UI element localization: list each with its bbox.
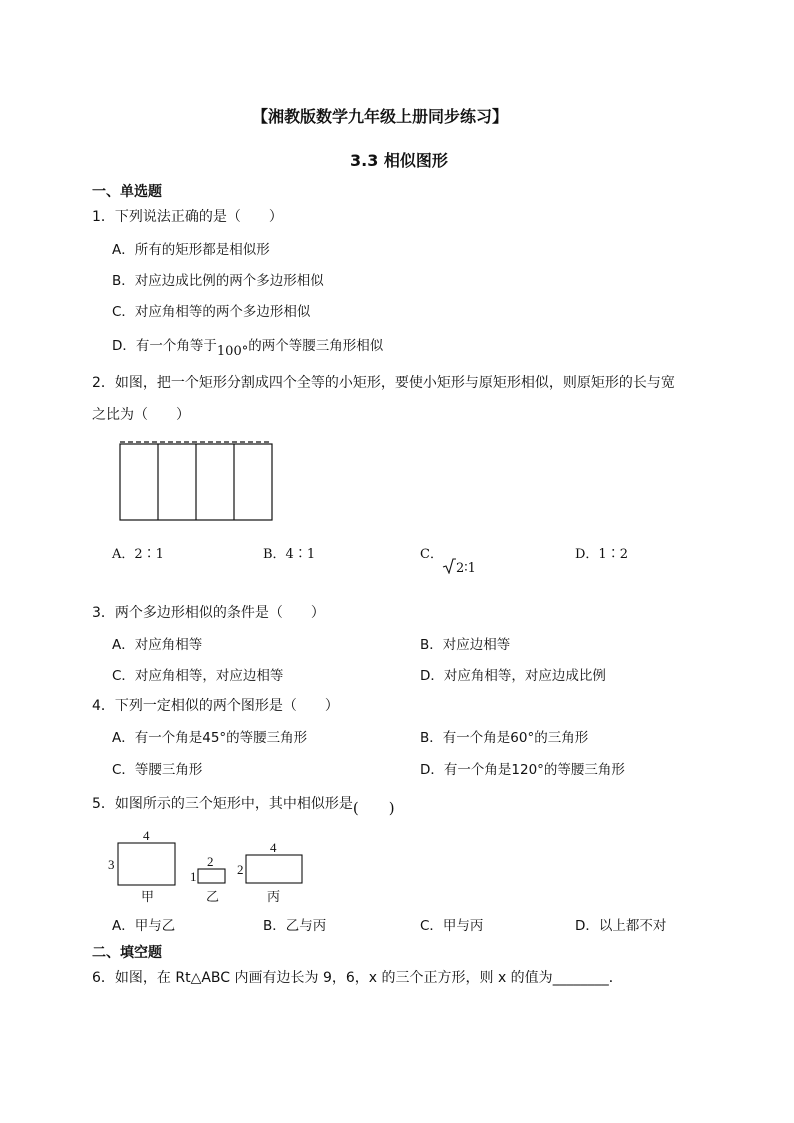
question-4-option-d[interactable]: D．有一个角是120°的等腰三角形 (420, 762, 625, 778)
rectangle-yi (198, 869, 225, 883)
question-5-stem-text: 5．如图所示的三个矩形中，其中相似形是 (92, 796, 353, 812)
section-heading-single-choice: 一、单选题 (92, 184, 162, 200)
question-5-option-a[interactable]: A．甲与乙 (112, 918, 176, 934)
question-3-stem: 3．两个多边形相似的条件是（ ） (92, 605, 325, 621)
question-5-answer-paren: ( ) (352, 799, 395, 817)
rectangle-bing (246, 855, 302, 883)
rectangle-bing-side-label: 2 (237, 862, 244, 877)
question-2-option-c-label[interactable]: C． (420, 547, 443, 562)
question-1-option-d-prefix: D．有一个角等于 (112, 338, 217, 354)
question-2-option-c-ratio (442, 558, 476, 576)
question-4-option-c[interactable]: C．等腰三角形 (112, 762, 203, 778)
rectangle-bing-top-label: 4 (270, 840, 277, 855)
question-2-stem-line-2: 之比为（ ） (92, 407, 190, 423)
question-2-stem-line-1: 2．如图，把一个矩形分割成四个全等的小矩形，要使小矩形与原矩形相似，则原矩形的长与宽 (92, 375, 675, 391)
question-1-option-a[interactable]: A．所有的矩形都是相似形 (112, 242, 270, 258)
question-4-stem: 4．下列一定相似的两个图形是（ ） (92, 698, 339, 714)
question-2-option-a[interactable]: A．2∶1 (112, 547, 164, 562)
question-1-stem: 1．下列说法正确的是（ ） (92, 209, 283, 225)
question-2-option-d[interactable]: D．1∶2 (575, 547, 628, 562)
question-1-option-d[interactable] (112, 334, 384, 359)
question-6-answer-blank[interactable]: ________ (552, 970, 609, 986)
question-4-option-b[interactable]: B．有一个角是60°的三角形 (420, 730, 589, 746)
rectangle-jia (118, 843, 175, 885)
question-3-option-a[interactable]: A．对应角相等 (112, 637, 203, 653)
rectangle-jia-name: 甲 (141, 889, 155, 904)
question-6-stem-text: 6．如图，在 Rt△ABC 内画有边长为 9，6，x 的三个正方形，则 x 的值为 (92, 970, 553, 986)
question-1-option-d-angle: 100° (216, 344, 249, 359)
page-title: 【湘教版数学九年级上册同步练习】 (252, 107, 509, 126)
question-1-option-c[interactable]: C．对应角相等的两个多边形相似 (112, 304, 311, 320)
question-5-stem (92, 792, 395, 817)
question-4-option-a[interactable]: A．有一个角是45°的等腰三角形 (112, 730, 308, 746)
question-5-option-b[interactable]: B．乙与丙 (263, 918, 327, 934)
question-1-option-d-suffix: 的两个等腰三角形相似 (248, 338, 384, 354)
question-5-option-c[interactable]: C．甲与丙 (420, 918, 484, 934)
question-6-stem (92, 967, 623, 987)
rectangle-yi-top-label: 2 (207, 854, 214, 869)
rectangle-jia-side-label: 3 (108, 857, 115, 872)
question-3-option-c[interactable]: C．对应角相等，对应边相等 (112, 668, 284, 684)
section-heading-fill-blank: 二、填空题 (92, 945, 162, 961)
rectangle-jia-top-label: 4 (143, 828, 150, 843)
rectangle-bing-name: 丙 (267, 889, 281, 904)
rectangle-yi-side-label: 1 (190, 869, 197, 884)
sqrt-icon (442, 558, 456, 574)
question-3-option-d[interactable]: D．对应角相等，对应边成比例 (420, 668, 606, 684)
question-6-end: ． (608, 970, 623, 986)
question-1-option-b[interactable]: B．对应边成比例的两个多边形相似 (112, 273, 324, 289)
question-2-rectangle-figure (118, 438, 276, 524)
rectangle-yi-name: 乙 (206, 889, 220, 904)
page-subtitle: 3.3 相似图形 (350, 151, 448, 170)
question-2-option-b[interactable]: B．4∶1 (263, 547, 316, 562)
question-3-option-b[interactable]: B．对应边相等 (420, 637, 511, 653)
question-2-option-c-value: 2∶1 (456, 561, 476, 576)
question-5-option-d[interactable]: D．以上都不对 (575, 918, 667, 934)
